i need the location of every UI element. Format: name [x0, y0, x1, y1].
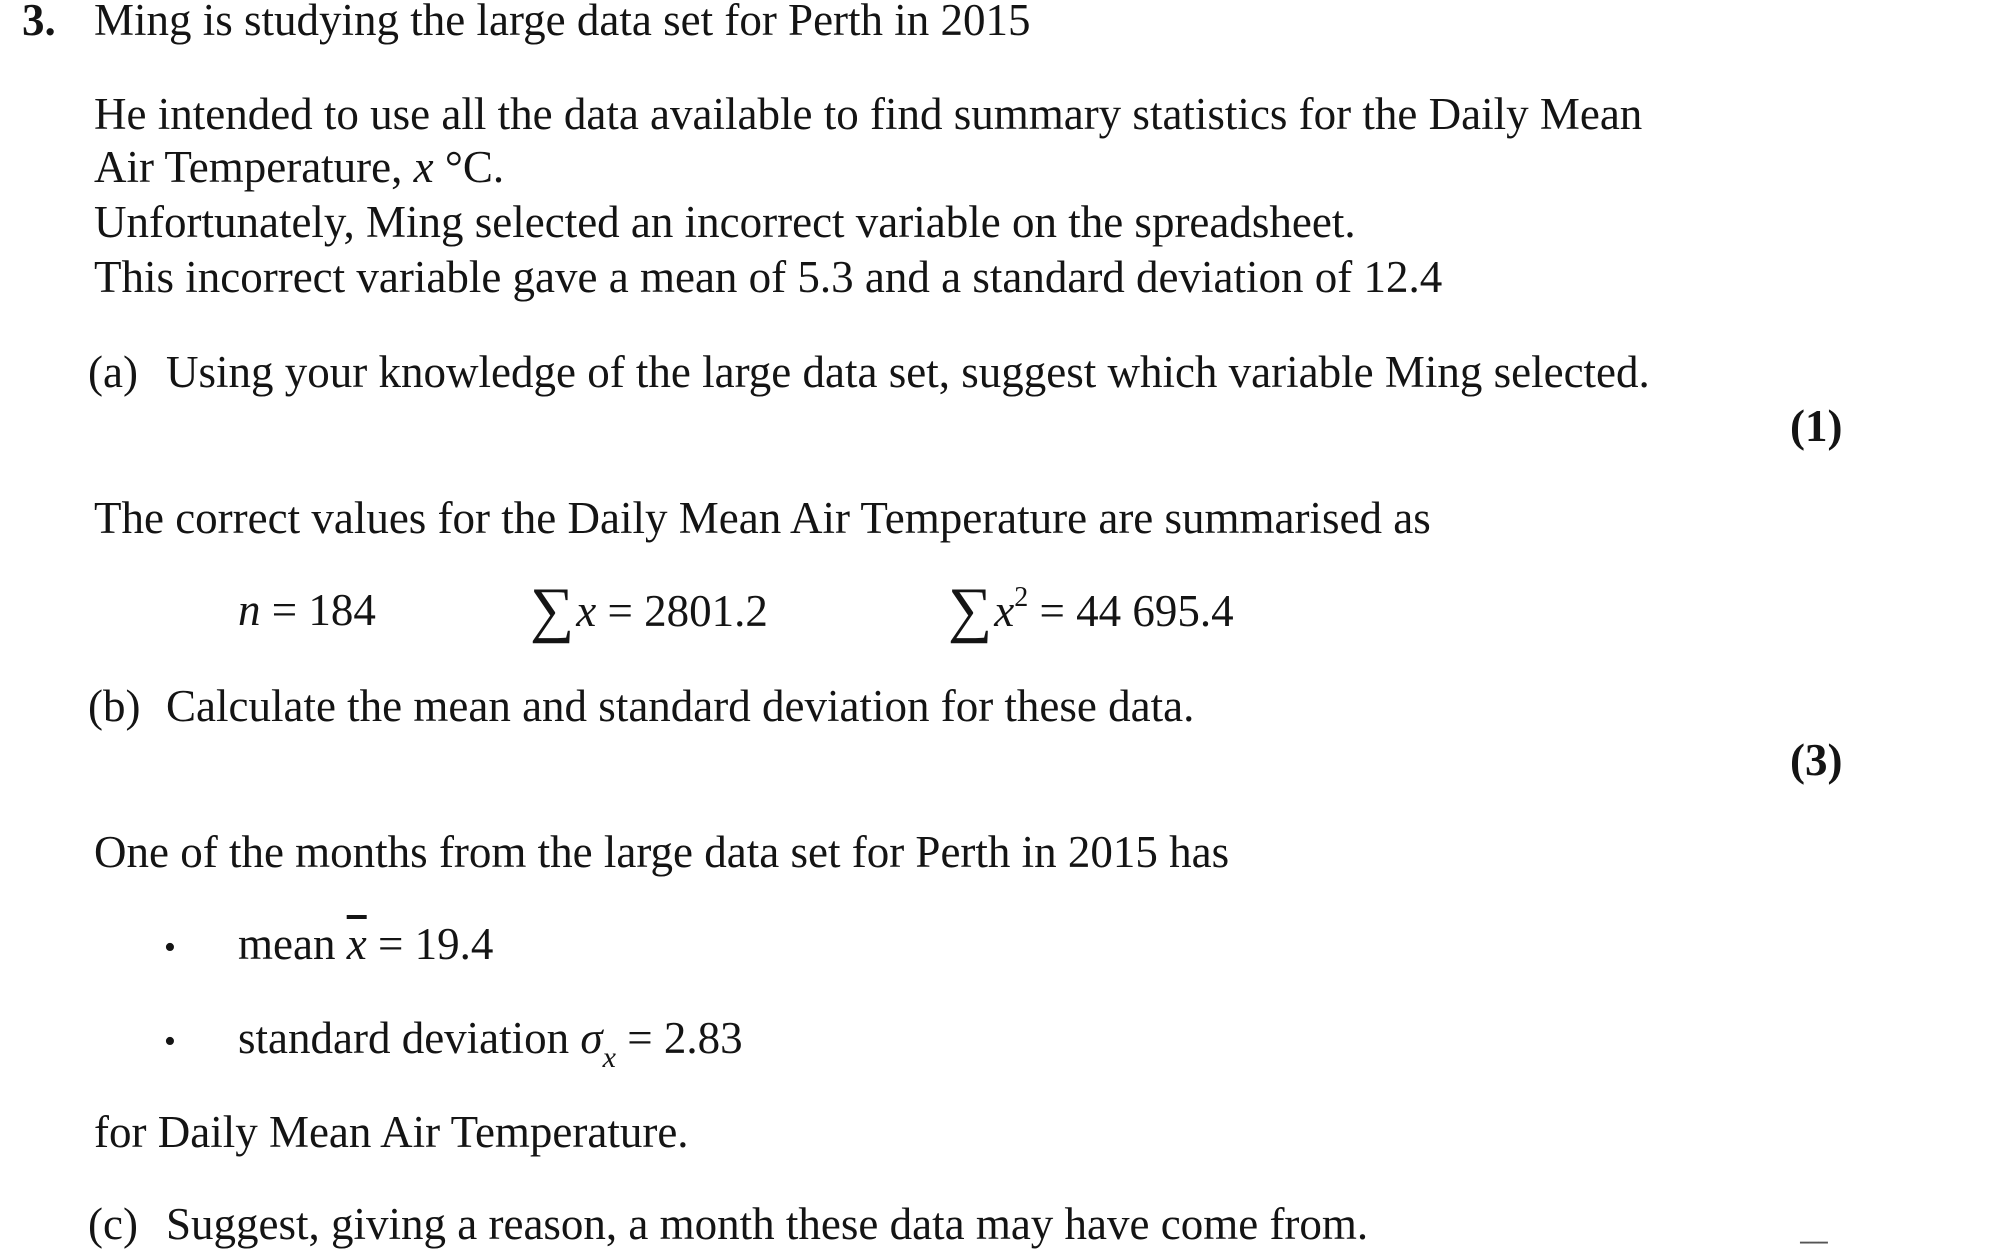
part-b-label: (b): [88, 681, 141, 731]
sum-x-value: = 2801.2: [596, 586, 768, 636]
part-b-text: Calculate the mean and standard deviation for these data.: [166, 681, 1195, 731]
summary-sum-x: [530, 576, 768, 644]
temperature-unit: °C.: [433, 142, 505, 192]
sum-x-variable: x: [576, 586, 597, 636]
bullet-mean: [238, 918, 493, 970]
n-value: = 184: [260, 585, 376, 635]
sigma-icon: ∑: [530, 576, 575, 644]
sum-x2-value: = 44 695.4: [1028, 586, 1234, 636]
bullet-std-dev: [238, 1012, 743, 1074]
month-intro: One of the months from the large data set for Perth in 2015 has: [94, 827, 1230, 877]
mean-prefix: mean: [238, 919, 347, 969]
temperature-variable: x: [413, 142, 434, 192]
paragraph-line-2: [94, 141, 504, 193]
paragraph-line-3: Unfortunately, Ming selected an incorrect variable on the spreadsheet.: [94, 197, 1356, 247]
part-c-text: Suggest, giving a reason, a month these data may have come from.: [166, 1199, 1369, 1249]
part-a-marks: (1): [1790, 401, 1843, 451]
sum-x2-variable: x: [994, 586, 1015, 636]
question-intro: Ming is studying the large data set for Perth in 2015: [94, 0, 1031, 45]
month-outro: for Daily Mean Air Temperature.: [94, 1107, 689, 1157]
sum-x2-exponent: 2: [1014, 582, 1029, 613]
bullet-icon: •: [164, 929, 176, 966]
summary-sum-x2: [948, 576, 1234, 644]
summary-n: [238, 584, 376, 636]
mean-value: = 19.4: [366, 919, 494, 969]
summary-intro: The correct values for the Daily Mean Air Temperature are summarised as: [94, 493, 1431, 543]
question-number: 3.: [22, 0, 56, 45]
paragraph-line-2-prefix: Air Temperature,: [94, 142, 414, 192]
x-bar-symbol: $\overline{x}$: [346, 919, 367, 969]
paragraph-line-1: He intended to use all the data available to find summary statistics for the Daily Mean: [94, 89, 1643, 139]
cropped-marks-remnant: ▔▔▔: [1800, 1242, 1828, 1256]
bullet-icon: •: [164, 1023, 176, 1060]
sigma-symbol: σ: [580, 1013, 603, 1063]
sigma-icon: ∑: [948, 576, 993, 644]
sigma-subscript: x: [602, 1041, 616, 1074]
std-dev-prefix: standard deviation: [238, 1013, 581, 1063]
std-dev-value: = 2.83: [615, 1013, 743, 1063]
part-b-marks: (3): [1790, 735, 1843, 785]
paragraph-line-4: This incorrect variable gave a mean of 5.3 and a standard deviation of 12.4: [94, 252, 1443, 302]
n-variable: n: [238, 585, 261, 635]
part-a-label: (a): [88, 347, 138, 397]
part-a-text: Using your knowledge of the large data set, suggest which variable Ming selected.: [166, 347, 1650, 397]
part-c-label: (c): [88, 1199, 138, 1249]
